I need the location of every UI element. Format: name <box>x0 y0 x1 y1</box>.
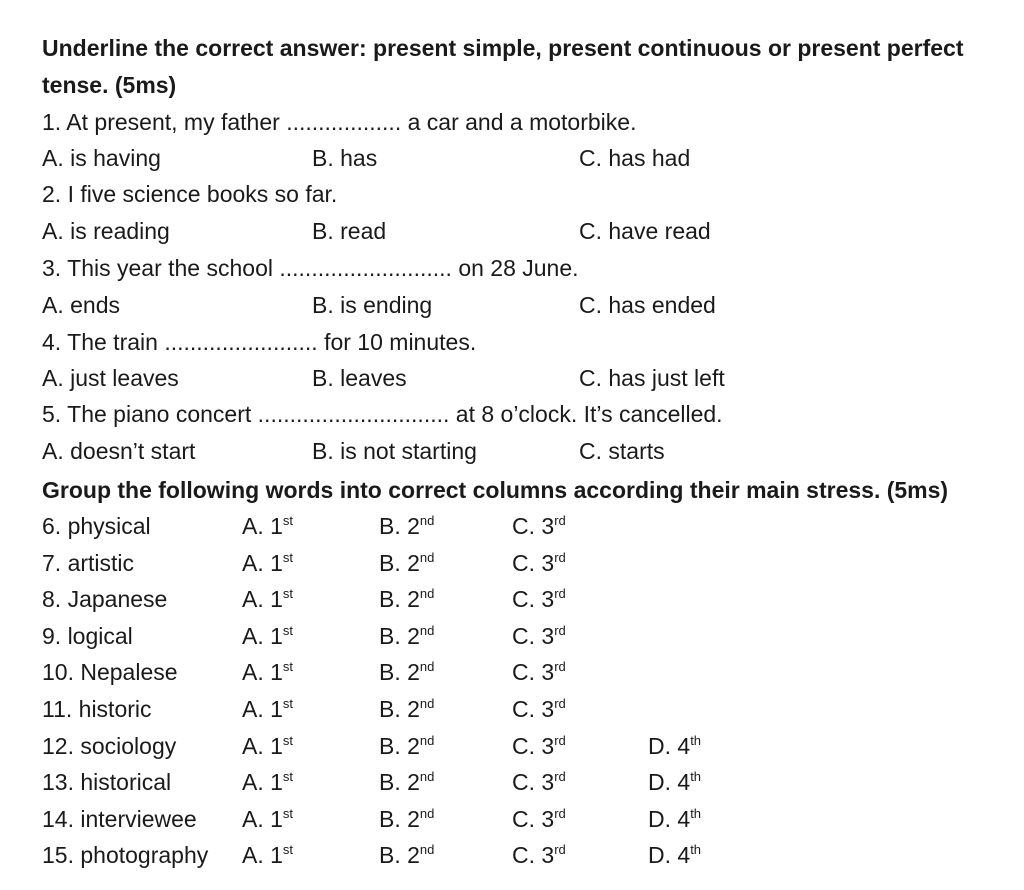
ordinal-suffix: rd <box>554 586 566 601</box>
ordinal-suffix: st <box>282 842 294 857</box>
option-a[interactable] <box>242 801 293 837</box>
option-b[interactable] <box>379 618 434 654</box>
question-stem <box>42 104 636 140</box>
word-label <box>42 764 171 800</box>
option-c[interactable] <box>512 545 566 581</box>
stem-before: 5. The piano concert <box>42 401 252 427</box>
ordinal-suffix: st <box>282 550 294 565</box>
word-label <box>42 691 152 727</box>
answer-blank: ........................... <box>279 255 452 281</box>
ordinal-suffix: th <box>690 806 702 821</box>
word-label <box>42 508 151 544</box>
ordinal-suffix: nd <box>419 733 435 748</box>
option-b-text: B. 2 <box>379 586 420 612</box>
ordinal-suffix: rd <box>554 550 566 565</box>
word-label-text: 11. historic <box>42 696 152 722</box>
option-d[interactable] <box>648 764 701 800</box>
option-a-text: A. 1 <box>242 659 283 685</box>
ordinal-suffix: st <box>282 623 294 638</box>
ordinal-suffix: st <box>282 586 294 601</box>
option-a-text: A. 1 <box>242 550 283 576</box>
option-a-text: A. 1 <box>242 513 283 539</box>
ordinal-suffix: th <box>690 842 702 857</box>
question-stem <box>42 324 476 360</box>
option-a[interactable]: A. is reading <box>42 218 170 244</box>
answer-blank: .................. <box>286 109 402 135</box>
ordinal-suffix: rd <box>554 696 566 711</box>
option-a[interactable] <box>242 618 293 654</box>
option-a[interactable]: A. is having <box>42 145 161 171</box>
ordinal-suffix: th <box>690 769 702 784</box>
option-c[interactable] <box>512 508 566 544</box>
option-c[interactable]: C. have read <box>579 218 711 244</box>
option-b[interactable] <box>379 654 434 690</box>
option-d-text: D. 4 <box>648 733 691 759</box>
option-b-text: B. 2 <box>379 769 420 795</box>
option-d-text: D. 4 <box>648 842 691 868</box>
option-c-text: C. 3 <box>512 769 555 795</box>
option-d-text: D. 4 <box>648 806 691 832</box>
word-label-text: 7. artistic <box>42 550 135 576</box>
option-a-text: A. 1 <box>242 623 283 649</box>
option-a[interactable]: A. ends <box>42 292 120 318</box>
option-c[interactable] <box>512 801 566 837</box>
option-a[interactable] <box>242 728 293 764</box>
option-b-text: B. 2 <box>379 623 420 649</box>
option-a[interactable]: A. just leaves <box>42 365 179 391</box>
option-b[interactable]: B. leaves <box>312 365 407 391</box>
ordinal-suffix: nd <box>419 513 435 528</box>
option-b[interactable]: B. is not starting <box>312 438 477 464</box>
option-d[interactable] <box>648 801 701 837</box>
ordinal-suffix: nd <box>419 659 435 674</box>
option-a-text: A. 1 <box>242 733 283 759</box>
option-b[interactable] <box>379 801 434 837</box>
ordinal-suffix: st <box>282 733 294 748</box>
option-b-text: B. 2 <box>379 806 420 832</box>
option-c[interactable] <box>512 691 566 727</box>
ordinal-suffix: nd <box>419 586 435 601</box>
option-c-text: C. 3 <box>512 623 555 649</box>
ordinal-suffix: nd <box>419 623 435 638</box>
ordinal-suffix: rd <box>554 842 566 857</box>
ordinal-suffix: th <box>690 733 702 748</box>
ordinal-suffix: st <box>282 696 294 711</box>
option-c-text: C. 3 <box>512 806 555 832</box>
option-c-text: C. 3 <box>512 513 555 539</box>
word-label <box>42 654 178 690</box>
option-b[interactable] <box>379 837 434 873</box>
option-c[interactable]: C. has just left <box>579 365 725 391</box>
option-c[interactable] <box>512 837 566 873</box>
option-c[interactable] <box>512 618 566 654</box>
stem-before: 4. The train <box>42 329 158 355</box>
ordinal-suffix: rd <box>554 769 566 784</box>
option-b-text: B. 2 <box>379 733 420 759</box>
option-c[interactable]: C. has ended <box>579 292 716 318</box>
ordinal-suffix: nd <box>419 842 435 857</box>
option-c[interactable] <box>512 764 566 800</box>
stem-after: a car and a motorbike. <box>407 109 637 135</box>
ordinal-suffix: st <box>282 659 294 674</box>
answer-blank: .............................. <box>257 401 450 427</box>
option-b-text: B. 2 <box>379 513 420 539</box>
ordinal-suffix: nd <box>419 769 435 784</box>
question-stem <box>42 250 579 286</box>
stem-before: 3. This year the school <box>42 255 273 281</box>
option-a[interactable] <box>242 508 293 544</box>
word-label <box>42 618 133 654</box>
option-a-text: A. 1 <box>242 806 283 832</box>
option-a[interactable]: A. doesn’t start <box>42 438 196 464</box>
word-label <box>42 581 167 617</box>
option-a-text: A. 1 <box>242 842 283 868</box>
word-label <box>42 801 197 837</box>
option-a-text: A. 1 <box>242 586 283 612</box>
word-label-text: 10. Nepalese <box>42 659 178 685</box>
option-b[interactable]: B. has <box>312 145 378 171</box>
word-label-text: 8. Japanese <box>42 586 168 612</box>
option-b-text: B. 2 <box>379 842 420 868</box>
option-a[interactable] <box>242 691 293 727</box>
option-c[interactable] <box>512 581 566 617</box>
option-a[interactable] <box>242 764 293 800</box>
option-c-text: C. 3 <box>512 842 555 868</box>
ordinal-suffix: rd <box>554 659 566 674</box>
section1-heading: Underline the correct answer: present simple, present continuous or present perfect <box>42 35 964 61</box>
option-b[interactable] <box>379 728 434 764</box>
word-label-text: 9. logical <box>42 623 133 649</box>
word-label-text: 12. sociology <box>42 733 177 759</box>
option-b-text: B. 2 <box>379 659 420 685</box>
option-d-text: D. 4 <box>648 769 691 795</box>
option-b[interactable] <box>379 764 434 800</box>
word-label-text: 15. photography <box>42 842 209 868</box>
ordinal-suffix: rd <box>554 806 566 821</box>
option-b[interactable] <box>379 508 434 544</box>
option-c-text: C. 3 <box>512 696 555 722</box>
answer-blank: ........................ <box>164 329 318 355</box>
option-c-text: C. 3 <box>512 550 555 576</box>
option-a[interactable] <box>242 581 293 617</box>
question-stem <box>42 396 723 432</box>
option-c-text: C. 3 <box>512 659 555 685</box>
ordinal-suffix: nd <box>419 806 435 821</box>
option-a[interactable] <box>242 654 293 690</box>
stem-after: for 10 minutes. <box>324 329 477 355</box>
option-b[interactable]: B. is ending <box>312 292 433 318</box>
option-b[interactable]: B. read <box>312 218 387 244</box>
word-label <box>42 728 176 764</box>
option-c-text: C. 3 <box>512 586 555 612</box>
ordinal-suffix: st <box>282 513 294 528</box>
option-b-text: B. 2 <box>379 696 420 722</box>
stem-after: on 28 June. <box>458 255 579 281</box>
ordinal-suffix: nd <box>419 550 435 565</box>
ordinal-suffix: rd <box>554 623 566 638</box>
option-a-text: A. 1 <box>242 696 283 722</box>
word-label <box>42 545 134 581</box>
word-label-text: 13. historical <box>42 769 172 795</box>
ordinal-suffix: nd <box>419 696 435 711</box>
stem-before: 1. At present, my father <box>42 109 280 135</box>
option-c[interactable] <box>512 728 566 764</box>
word-label <box>42 837 208 873</box>
option-d[interactable] <box>648 728 701 764</box>
word-label-text: 6. physical <box>42 513 151 539</box>
option-c[interactable] <box>512 654 566 690</box>
option-a[interactable] <box>242 545 293 581</box>
option-b[interactable] <box>379 691 434 727</box>
option-b[interactable] <box>379 545 434 581</box>
option-c[interactable]: C. has had <box>579 145 691 171</box>
stem-after: at 8 o’clock. It’s cancelled. <box>455 401 723 427</box>
ordinal-suffix: rd <box>554 733 566 748</box>
option-b-text: B. 2 <box>379 550 420 576</box>
ordinal-suffix: st <box>282 769 294 784</box>
section2-heading: Group the following words into correct columns according their main stress. (5ms) <box>42 477 949 503</box>
option-c[interactable]: C. starts <box>579 438 665 464</box>
ordinal-suffix: rd <box>554 513 566 528</box>
option-a-text: A. 1 <box>242 769 283 795</box>
option-c-text: C. 3 <box>512 733 555 759</box>
option-b[interactable] <box>379 581 434 617</box>
ordinal-suffix: st <box>282 806 294 821</box>
section1-heading-cont: tense. (5ms) <box>42 72 177 98</box>
word-label-text: 14. interviewee <box>42 806 197 832</box>
option-a[interactable] <box>242 837 293 873</box>
question-stem: 2. I five science books so far. <box>42 181 338 207</box>
option-d[interactable] <box>648 837 701 873</box>
